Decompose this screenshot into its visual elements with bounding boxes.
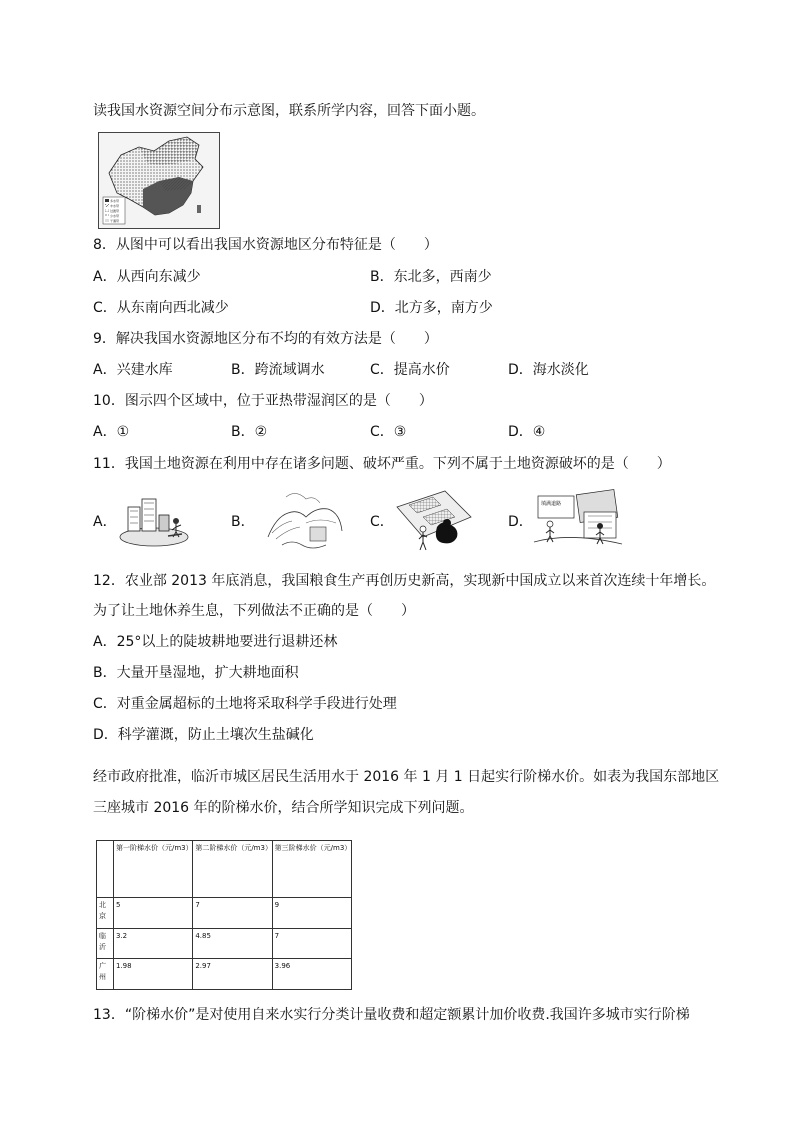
table-cell: 5 <box>114 898 193 929</box>
q9-option-a[interactable]: A．兴建水库 <box>93 362 173 378</box>
q12-option-c[interactable]: C．对重金属超标的土地将采取科学手段进行处理 <box>93 696 397 712</box>
q13-stem: 13．“阶梯水价”是对使用自来水实行分类计量收费和超定额累计加价收费.我国许多城市实行阶梯 <box>93 1007 690 1023</box>
q8-option-c[interactable]: C．从东南向西北减少 <box>93 300 229 316</box>
svg-text:少水带: 少水带 <box>110 214 120 218</box>
q11-illustration-c-pollution <box>393 487 473 553</box>
table-header-cell: 第三阶梯水价（元/m3） <box>272 841 351 898</box>
svg-text:干涸带: 干涸带 <box>110 219 120 223</box>
table-cell: 3.2 <box>114 928 193 959</box>
q8-option-b[interactable]: B．东北多，西南少 <box>370 269 492 285</box>
svg-text:过渡带: 过渡带 <box>110 209 120 213</box>
table-cell: 9 <box>272 898 351 929</box>
q11-illustration-b-terraces <box>262 487 346 551</box>
table-cell: 7 <box>193 898 272 929</box>
q10-option-a[interactable]: A．① <box>93 424 130 440</box>
q11-option-d[interactable]: D． <box>508 514 533 530</box>
table-header-cell <box>97 841 114 898</box>
intro2-line2: 三座城市 2016 年的阶梯水价，结合所学知识完成下列问题。 <box>93 800 474 816</box>
table-row <box>97 928 352 959</box>
table-header-row <box>97 841 352 898</box>
table-cell: 3.96 <box>272 959 351 990</box>
q9-option-d[interactable]: D．海水淡化 <box>508 362 589 378</box>
table-row <box>97 959 352 990</box>
q12-option-d[interactable]: D．科学灌溉，防止土壤次生盐碱化 <box>93 727 314 743</box>
table-cell: 1.98 <box>114 959 193 990</box>
table-cell: 7 <box>272 928 351 959</box>
table-cell: 2.97 <box>193 959 272 990</box>
q12-stem-line2: 为了让土地休养生息，下列做法不正确的是（ ） <box>93 603 415 619</box>
q11-stem: 11．我国土地资源在利用中存在诸多问题、破坏严重。下列不属于土地资源破坏的是（ ） <box>93 456 671 472</box>
water-price-table <box>96 840 352 990</box>
china-water-map <box>98 132 220 229</box>
table-row <box>97 898 352 929</box>
table-cell: 4.85 <box>193 928 272 959</box>
q12-option-a[interactable]: A．25°以上的陡坡耕地要进行退耕还林 <box>93 634 338 650</box>
q10-option-b[interactable]: B．② <box>231 424 268 440</box>
table-cell-city: 临沂 <box>97 928 114 959</box>
intro2-line1: 经市政府批准，临沂市城区居民生活用水于 2016 年 1 月 1 日起实行阶梯水价。如表为我国东部地区 <box>93 769 720 785</box>
q11-illustration-a-buildings <box>118 489 190 549</box>
svg-text:多水带: 多水带 <box>110 199 120 203</box>
q8-stem: 8．从图中可以看出我国水资源地区分布特征是（ ） <box>93 237 438 253</box>
table-cell-city: 广州 <box>97 959 114 990</box>
intro-text: 读我国水资源空间分布示意图，联系所学内容，回答下面小题。 <box>93 103 485 119</box>
q12-option-b[interactable]: B．大量开垦湿地，扩大耕地面积 <box>93 665 299 681</box>
q9-option-c[interactable]: C．提高水价 <box>370 362 450 378</box>
q12-stem-line1: 12．农业部 2013 年底消息，我国粮食生产再创历史新高，实现新中国成立以来首次连续十年增长。 <box>93 573 716 589</box>
q11-option-b[interactable]: B． <box>231 514 255 530</box>
q8-option-a[interactable]: A．从西向东减少 <box>93 269 201 285</box>
q8-option-d[interactable]: D．北方多，南方少 <box>370 300 493 316</box>
q11-illustration-d-road-fill <box>530 486 626 552</box>
q9-stem: 9．解决我国水资源地区分布不均的有效方法是（ ） <box>93 331 438 347</box>
q10-option-c[interactable]: C．③ <box>370 424 407 440</box>
q9-option-b[interactable]: B．跨流域调水 <box>231 362 325 378</box>
q11-option-c[interactable]: C． <box>370 514 394 530</box>
q11-option-a[interactable]: A． <box>93 514 117 530</box>
q10-option-d[interactable]: D．④ <box>508 424 546 440</box>
svg-text:丰水带: 丰水带 <box>110 204 120 208</box>
table-cell-city: 北京 <box>97 898 114 929</box>
q10-stem: 10．图示四个区域中，位于亚热带湿润区的是（ ） <box>93 393 433 409</box>
table-header-cell: 第一阶梯水价（元/m3） <box>114 841 193 898</box>
table-header-cell: 第二阶梯水价（元/m3） <box>193 841 272 898</box>
road-sign-text: 填满道路 <box>541 501 562 507</box>
